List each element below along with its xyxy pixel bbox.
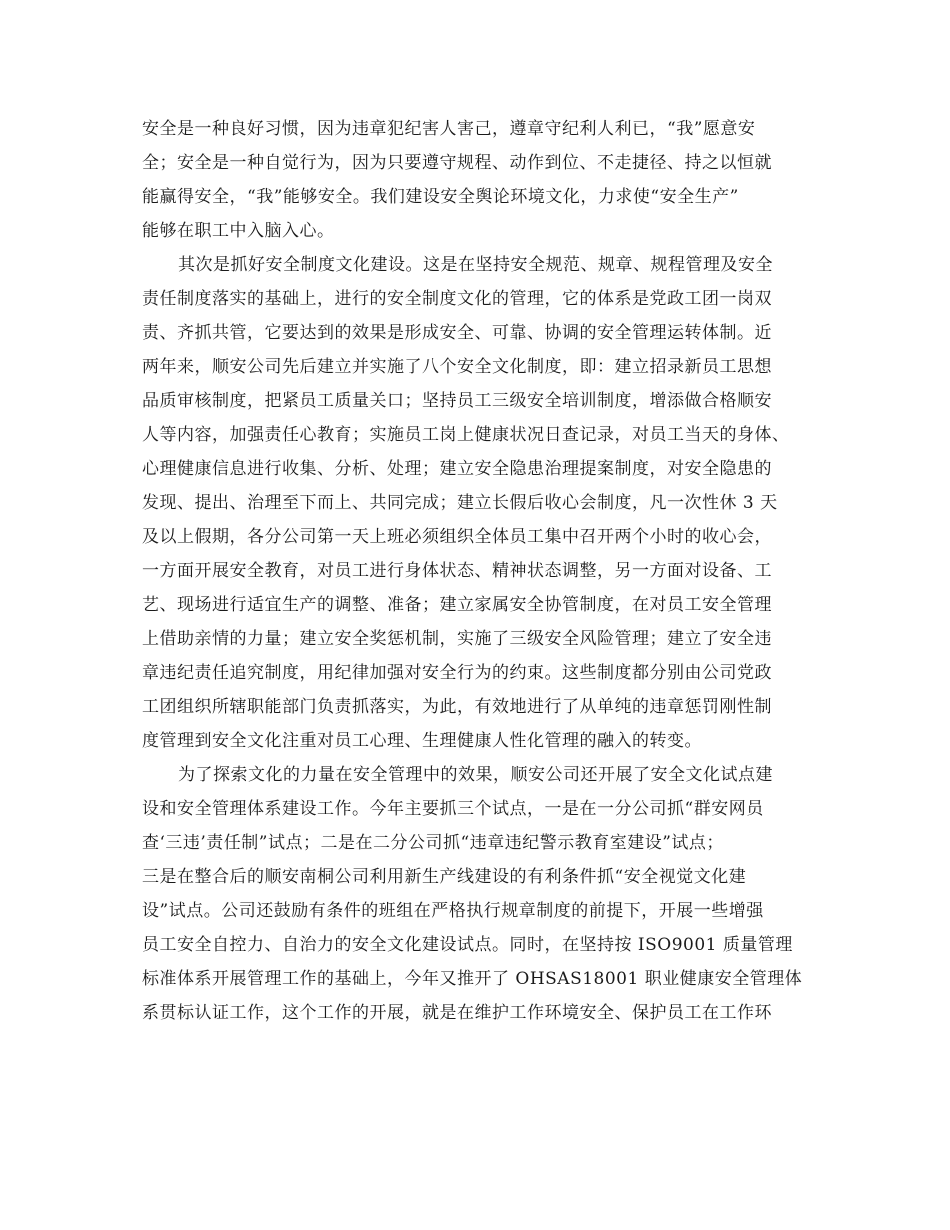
paragraph-3 — [142, 758, 822, 1030]
text-line: 艺、现场进行适宜生产的调整、准备；建立家属安全协管制度，在对员工安全管理 — [142, 595, 772, 615]
text-line: 安全是一种良好习惯，因为违章犯纪害人害己，遵章守纪利人利已，“我”愿意安 — [142, 119, 756, 139]
text-line: 能够在职工中入脑入心。 — [142, 221, 335, 241]
text-line: 品质审核制度，把紧员工质量关口；坚持员工三级安全培训制度，增添做合格顺安 — [142, 391, 772, 411]
text-line: 能赢得安全，“我”能够安全。我们建设安全舆论环境文化，力求使“安全生产” — [142, 187, 739, 207]
text-line: 责、齐抓共管，它要达到的效果是形成安全、可靠、协调的安全管理运转体制。近 — [142, 323, 772, 343]
text-line: 设”试点。公司还鼓励有条件的班组在严格执行规章制度的前提下，开展一些增强 — [142, 901, 764, 921]
text-line: 及以上假期，各分公司第一天上班必须组织全体员工集中召开两个小时的收心会， — [142, 527, 772, 547]
text-line: 系贯标认证工作，这个工作的开展，就是在维护工作环境安全、保护员工在工作环 — [142, 1003, 772, 1023]
paragraph-2 — [142, 248, 822, 758]
text-line: 查‘三违’责任制”试点；二是在二分公司抓“违章违纪警示教育室建设”试点； — [142, 833, 724, 853]
text-line: 发现、提出、治理至下而上、共同完成；建立长假后收心会制度，凡一次性休 3 天 — [142, 493, 778, 513]
text-line: 为了探索文化的力量在安全管理中的效果，顺安公司还开展了安全文化试点建 — [178, 765, 773, 785]
text-line: 标准体系开展管理工作的基础上，今年又推开了 OHSAS18001 职业健康安全管理体 — [142, 969, 803, 989]
text-line: 员工安全自控力、自治力的安全文化建设试点。同时，在坚持按 ISO9001 质量管理 — [142, 935, 793, 955]
text-line: 设和安全管理体系建设工作。今年主要抓三个试点，一是在一分公司抓“群安网员 — [142, 799, 764, 819]
text-line: 工团组织所辖职能部门负责抓落实，为此，有效地进行了从单纯的违章惩罚刚性制 — [142, 697, 772, 717]
text-line: 其次是抓好安全制度文化建设。这是在坚持安全规范、规章、规程管理及安全 — [178, 255, 773, 275]
text-line: 一方面开展安全教育，对员工进行身体状态、精神状态调整，另一方面对设备、工 — [142, 561, 772, 581]
text-line: 两年来，顺安公司先后建立并实施了八个安全文化制度，即：建立招录新员工思想 — [142, 357, 772, 377]
text-line: 人等内容，加强责任心教育；实施员工岗上健康状况日查记录，对员工当天的身体、 — [142, 425, 790, 445]
text-line: 责任制度落实的基础上，进行的安全制度文化的管理，它的体系是党政工团一岗双 — [142, 289, 772, 309]
body-text — [142, 112, 822, 1030]
text-line: 全；安全是一种自觉行为，因为只要遵守规程、动作到位、不走捷径、持之以恒就 — [142, 153, 772, 173]
text-line: 度管理到安全文化注重对员工心理、生理健康人性化管理的融入的转变。 — [142, 731, 702, 751]
paragraph-1 — [142, 112, 822, 248]
text-line: 三是在整合后的顺安南桐公司利用新生产线建设的有利条件抓“安全视觉文化建 — [142, 867, 747, 887]
text-line: 上借助亲情的力量；建立安全奖惩机制，实施了三级安全风险管理；建立了安全违 — [142, 629, 772, 649]
text-line: 心理健康信息进行收集、分析、处理；建立安全隐患治理提案制度，对安全隐患的 — [142, 459, 772, 479]
text-line: 章违纪责任追究制度，用纪律加强对安全行为的约束。这些制度都分别由公司党政 — [142, 663, 772, 683]
